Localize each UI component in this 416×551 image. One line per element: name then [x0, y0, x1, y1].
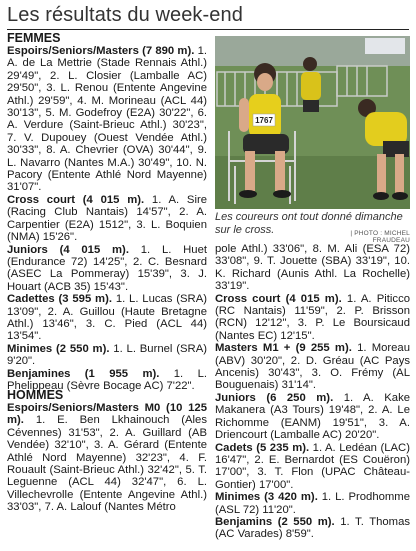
- photo-illustration: [215, 36, 410, 209]
- block-text: 1. Moreau (ABV) 30'20", 2. D. Gréau (AC Pays Ancenis) 30'43", 3. O. Frémy (AL Bouguenais) 31'14".: [215, 342, 410, 392]
- block-label: Juniors (6 250 m).: [215, 391, 334, 404]
- block-text: 1. A. Ledéan (LAC) 16'47", 2. E. Bernardot (ES Couëron) 17'00", 3. T. Flon (UPAC Château-Gontier) 17'00".: [215, 441, 410, 491]
- hommes-block-6: [215, 516, 410, 541]
- femmes-block-3: [7, 293, 207, 343]
- block-text: 1. A. Kake Makanera (A3 Tours) 19'48", 2. A. Le Richomme (EANM) 19'51", 3. A. Driencourt (Lamballe AC) 20'20".: [215, 391, 411, 442]
- hommes-block-0-cont: pole Athl.) 33'06", 8. M. Ali (ESA 72) 33'08", 9. T. Jouette (SBA) 33'19", 10. K. Richard (Aunis Athl. La Rochelle) 33'19".: [215, 243, 410, 293]
- block-label: Minimes (2 550 m).: [7, 342, 110, 355]
- block-label: Minimes (3 420 m).: [215, 491, 318, 504]
- hommes-block-0: [7, 402, 207, 514]
- hommes-block-1: [215, 293, 410, 343]
- femmes-heading: FEMMES: [7, 31, 61, 45]
- block-text: 1. L. Phelippeau (Sèvre Bocage AC) 7'22".: [7, 367, 207, 392]
- femmes-column: [7, 31, 207, 392]
- block-label: Espoirs/Seniors/Masters M0 (10 125 m).: [7, 402, 207, 427]
- femmes-block-2: [7, 244, 207, 294]
- cross-country-photo: [215, 36, 410, 209]
- title-rule: [7, 29, 409, 30]
- femmes-block-1: [7, 194, 207, 244]
- block-label: Cross court (4 015 m).: [7, 193, 145, 206]
- block-label: Cadets (5 235 m).: [215, 441, 310, 454]
- hommes-heading: HOMMES: [7, 388, 64, 402]
- hommes-block-3: [215, 392, 410, 442]
- block-label: Benjamines (1 955 m).: [7, 367, 160, 380]
- block-label: Espoirs/Seniors/Masters (7 890 m).: [7, 45, 195, 57]
- hommes-block-2: [215, 342, 410, 392]
- block-label: Benjamins (2 550 m).: [215, 515, 335, 528]
- bib-number: 1767: [255, 116, 273, 125]
- block-text: 1. A. Piticco (RC Nantais) 11'59", 2. P. Brisson (RCN) 12'12", 3. P. Le Boursicaud (Nantes EC) 12'15".: [215, 292, 410, 342]
- block-label: Cross court (4 015 m).: [215, 292, 342, 305]
- hommes-block-4: [215, 442, 410, 492]
- block-text: 1. L. Huet (Endurance 72) 14'25", 2. C. Besnard (ASEC La Pommeray) 15'39", 3. J. Houart (ACB 35) 15'43".: [7, 243, 207, 293]
- femmes-block-4: [7, 343, 207, 368]
- block-text: 1. E. Ben Lkhainouch (Ales Cévennes) 31'53", 2. A. Guillard (AB Vendée) 32'10", 3. A. Gérard (Entente Athlé Nord Mayenne) 32'23", 4. F. Rouault (Saint-Brieuc Athl.) 32'42", 5. T. Leguenne (ACL 44) 32'47", 6. L. Villechevrolle (Entente Angevine Athl.) 33'03", 7. A. Lalouf (Nantes Métro: [7, 414, 207, 514]
- photo-credit: | PHOTO : MICHEL FRAUDEAU: [350, 230, 410, 244]
- block-text: 1. T. Thomas (AC Varades) 8'59".: [215, 515, 411, 541]
- block-text: 1. A. Sire (Racing Club Nantais) 14'57", 2. A. Carpentier (E2A) 1512", 3. L. Boquien (NMA) 15'26".: [7, 193, 208, 244]
- femmes-block-0: [7, 45, 207, 194]
- page-title: Les résultats du week-end: [7, 4, 243, 26]
- photo-caption: Les coureurs ont tout donné dimanche sur le cross.: [215, 211, 403, 236]
- hommes-column: [7, 388, 207, 514]
- block-text: 1. L. Lucas (SRA) 13'09", 2. A. Guillou (Haute Bretagne Athl.) 13'46", 3. C. Pied (ACL 44) 13'54".: [7, 293, 208, 343]
- block-text: 1. L. Prodhomme (ASL 72) 11'20".: [215, 491, 410, 516]
- block-label: Juniors (4 015 m).: [7, 243, 129, 256]
- block-text: 1. L. Burnel (SRA) 9'20".: [7, 342, 207, 368]
- hommes-continuation: [215, 243, 410, 293]
- results-right-column: [215, 243, 410, 541]
- hommes-block-5: [215, 491, 410, 516]
- block-label: Cadettes (3 595 m).: [7, 293, 112, 306]
- block-label: Masters M1 + (9 255 m).: [215, 342, 352, 355]
- block-text: 1. A. de La Mettrie (Stade Rennais Athl.) 29'49", 2. L. Closier (Lamballe AC) 29'50", 3. L. Renou (Entente Angevine Athl.) 29'59", 4. M. Morineau (ACL 44) 30'13", 5. M. Godefroy (E2A) 30'22", 6. A. Verdure (Saint-Brieuc Athl.) 30'23", 7. V. Dupouey (Ouest Vendée Athl.) 30'33", 8. A. Chevrier (OVA) 30'44", 9. L. Navarro (Nantes M.A.) 30'49", 10. N. Pacory (Entente Athlé Nord Mayenne) 31'07".: [7, 45, 208, 194]
